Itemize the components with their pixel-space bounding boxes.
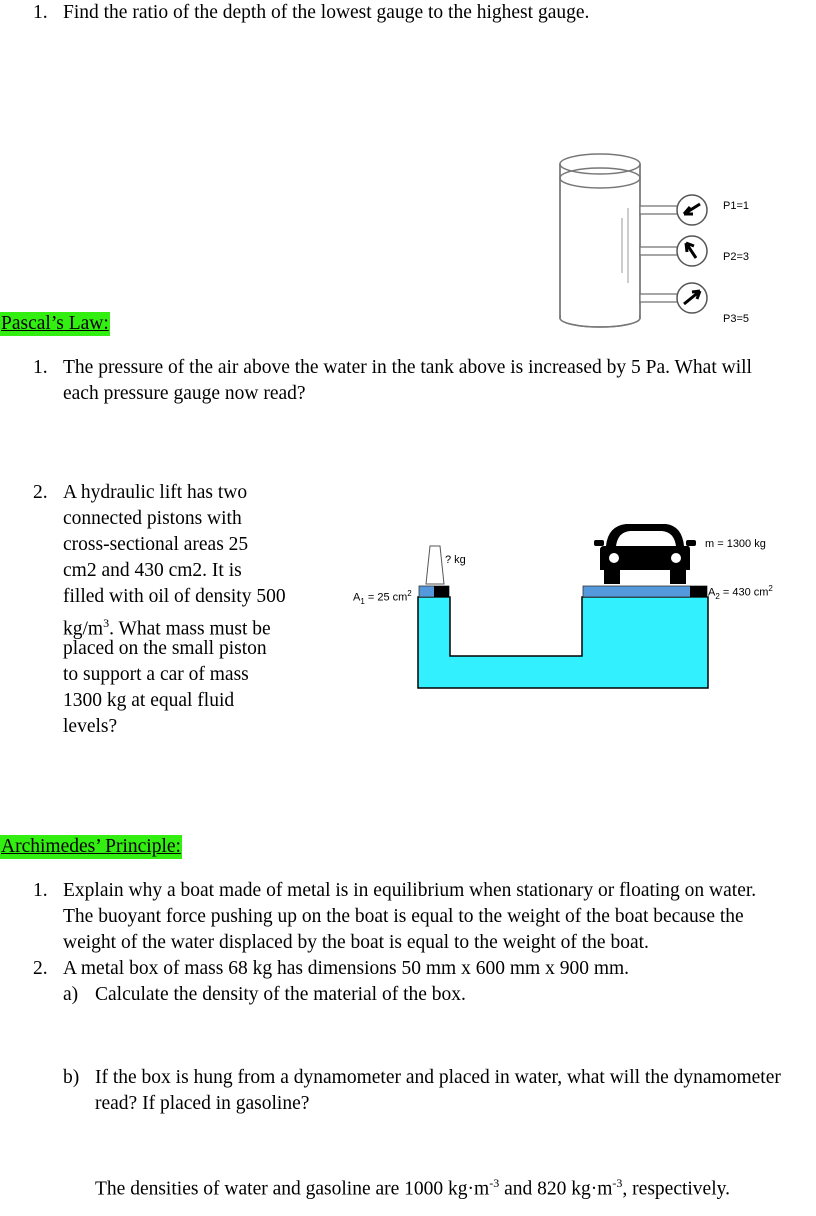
archimedes-heading: Archimedes’ Principle: [1,836,181,857]
subquestion-b-line: If the box is hung from a dynamometer and placed in water, what will the dynamometer [95,1067,781,1088]
density-exponent: 3 [103,616,110,630]
question-number: 2. [33,958,48,979]
density-note-exponent: -3 [612,1176,623,1190]
question-line: A hydraulic lift has two [63,482,248,503]
small-area-label [353,589,412,606]
subquestion-b-line: read? If placed in gasoline? [95,1093,310,1114]
question-line: 1300 kg at equal fluid [63,690,235,711]
question-line: levels? [63,716,118,737]
density-note-text: The densities of water and gasoline are 1000 kg·m [95,1178,490,1200]
answer-line: The buoyant force pushing up on the boat is equal to the weight of the boat because the [63,906,744,927]
gauge-p3 [677,283,707,313]
density-text: . What mass must be [109,618,271,640]
question-line: A metal box of mass 68 kg has dimensions 50 mm x 600 mm x 900 mm. [63,958,630,979]
question-number: 1. [33,2,48,23]
question-line: filled with oil of density 500 [63,586,286,607]
pascal-heading: Pascal’s Law: [1,313,109,334]
area-subscript: 2 [715,591,720,601]
gauge-p2 [677,236,707,266]
question-text: Find the ratio of the depth of the lowest gauge to the highest gauge. [63,2,590,23]
density-note-exponent: -3 [489,1176,500,1190]
question-number: 1. [33,357,48,378]
hydraulic-fluid [418,597,708,688]
question-line: cross-sectional areas 25 [63,534,249,555]
question-line: cm2 and 430 cm2. It is [63,560,242,581]
large-piston [583,586,707,597]
question-line: The pressure of the air above the water in the tank above is increased by 5 Pa. What will [63,357,752,378]
area-value: = 25 cm [364,591,408,604]
density-note-text: , respectively. [622,1178,730,1200]
area-symbol: A [353,591,361,604]
subquestion-a-text: Calculate the density of the material of the box. [95,984,466,1005]
unknown-mass-block [426,546,444,584]
car-mass-label: m = 1300 kg [705,538,766,550]
car-icon [594,524,696,584]
large-area-label [708,584,773,601]
tank [560,154,640,327]
answer-line: weight of the water displaced by the boat is equal to the weight of the boat. [63,932,649,953]
unknown-mass-label: ? kg [445,554,466,566]
question-line: placed on the small piston [63,638,267,659]
question-number: 1. [33,880,48,901]
gauge-p1 [677,195,707,225]
gauge-label-p2: P2=3 [723,251,749,263]
area-subscript: 1 [360,596,365,606]
question-line: connected pistons with [63,508,242,529]
hydraulic-lift-diagram [416,518,712,690]
density-note-text: and 820 kg·m [499,1178,613,1200]
tank-gauge-diagram [550,148,770,333]
question-line: each pressure gauge now read? [63,383,306,404]
question-number: 2. [33,482,48,503]
gauge-pipes [640,206,678,302]
area-exponent: 2 [768,584,773,593]
density-note [95,1170,730,1203]
area-value: = 430 cm [719,586,769,599]
density-unit: kg/m [63,618,104,640]
subquestion-label-a: a) [63,984,79,1005]
gauge-label-p3: P3=5 [723,313,749,325]
area-symbol: A [708,586,716,599]
gauge-label-p1: P1=1 [723,200,749,212]
area-exponent: 2 [407,589,412,598]
subquestion-label-b: b) [63,1067,80,1088]
question-line: to support a car of mass [63,664,249,685]
question-line: Explain why a boat made of metal is in equilibrium when stationary or floating on water. [63,880,757,901]
